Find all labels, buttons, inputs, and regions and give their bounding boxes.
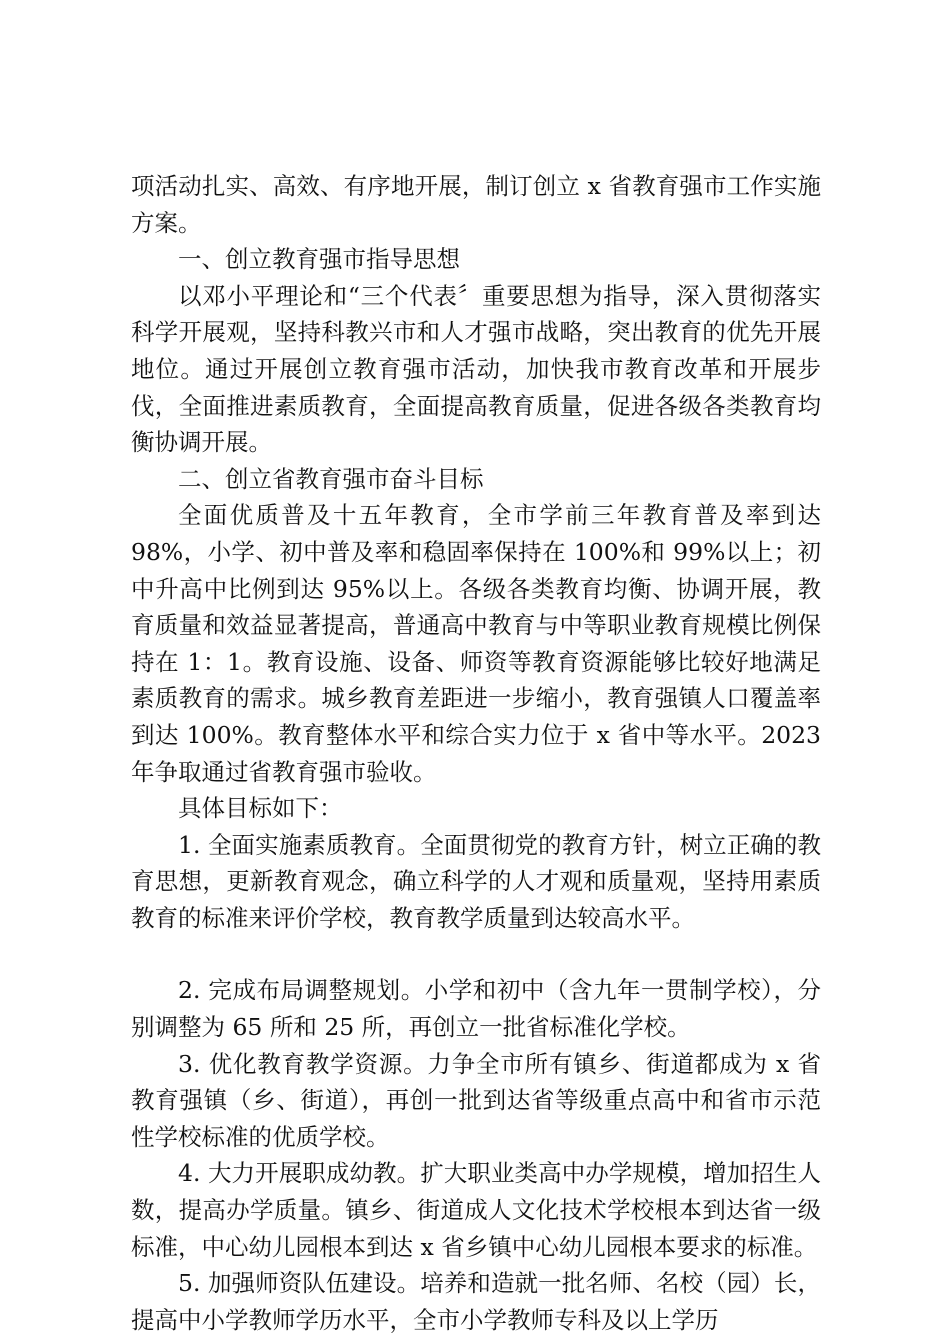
list-item-goal-1: 1. 全面实施素质教育。全面贯彻党的教育方针，树立正确的教育思想，更新教育观念，确立科学的人才观和质量观，坚持用素质教育的标准来评价学校，教育教学质量到达较高水平。	[131, 830, 821, 932]
section-heading-guiding-ideology: 一、创立教育强市指导思想	[178, 245, 460, 274]
list-item-goal-3: 3. 优化教育教学资源。力争全市所有镇乡、街道都成为 x 省教育强镇（乡、街道），再创一批到达省等级重点高中和省市示范性学校标准的优质学校。	[131, 1049, 821, 1151]
list-item-goal-4: 4. 大力开展职成幼教。扩大职业类高中办学规模，增加招生人数，提高办学质量。镇乡、街道成人文化技术学校根本到达省一级标准，中心幼儿园根本到达 x 省乡镇中心幼儿园根本要求的标准。	[131, 1159, 821, 1261]
list-item-goal-2: 2. 完成布局调整规划。小学和初中（含九年一贯制学校），分别调整为 65 所和 25 所，再创立一批省标准化学校。	[131, 976, 821, 1042]
document-body	[131, 168, 821, 1338]
paragraph-specific-goals-intro: 具体目标如下：	[178, 794, 343, 823]
list-item-goal-5: 5. 加强师资队伍建设。培养和造就一批名师、名校（园）长，提高中小学教师学历水平，全市小学教师专科及以上学历	[131, 1269, 821, 1334]
paragraph-guiding-ideology: 以邓小平理论和“三个代表〞重要思想为指导，深入贯彻落实科学开展观，坚持科教兴市和人才强市战略，突出教育的优先开展地位。通过开展创立教育强市活动，加快我市教育改革和开展步伐，全面推进素质教育，全面提高教育质量，促进各级各类教育均衡协调开展。	[131, 281, 821, 457]
paragraph-intro-continued: 项活动扎实、高效、有序地开展，制订创立 x 省教育强市工作实施方案。	[131, 172, 821, 237]
paragraph-goals: 全面优质普及十五年教育，全市学前三年教育普及率到达98%，小学、初中普及率和稳固率保持在 100%和 99%以上；初中升高中比例到达 95%以上。各级各类教育均衡、协调开展，教育质量和效益显著提高，普通高中教育与中等职业教育规模比例保持在 1：1。教育设施、设备、师资等教育资源能够比较好地满足素质教育的需求。城乡教育差距进一步缩小，教育强镇人口覆盖率到达 100%。教育整体水平和综合实力位于 x 省中等水平。2023 年争取通过省教育强市验收。	[131, 501, 821, 786]
section-heading-goals: 二、创立省教育强市奋斗目标	[178, 464, 484, 493]
